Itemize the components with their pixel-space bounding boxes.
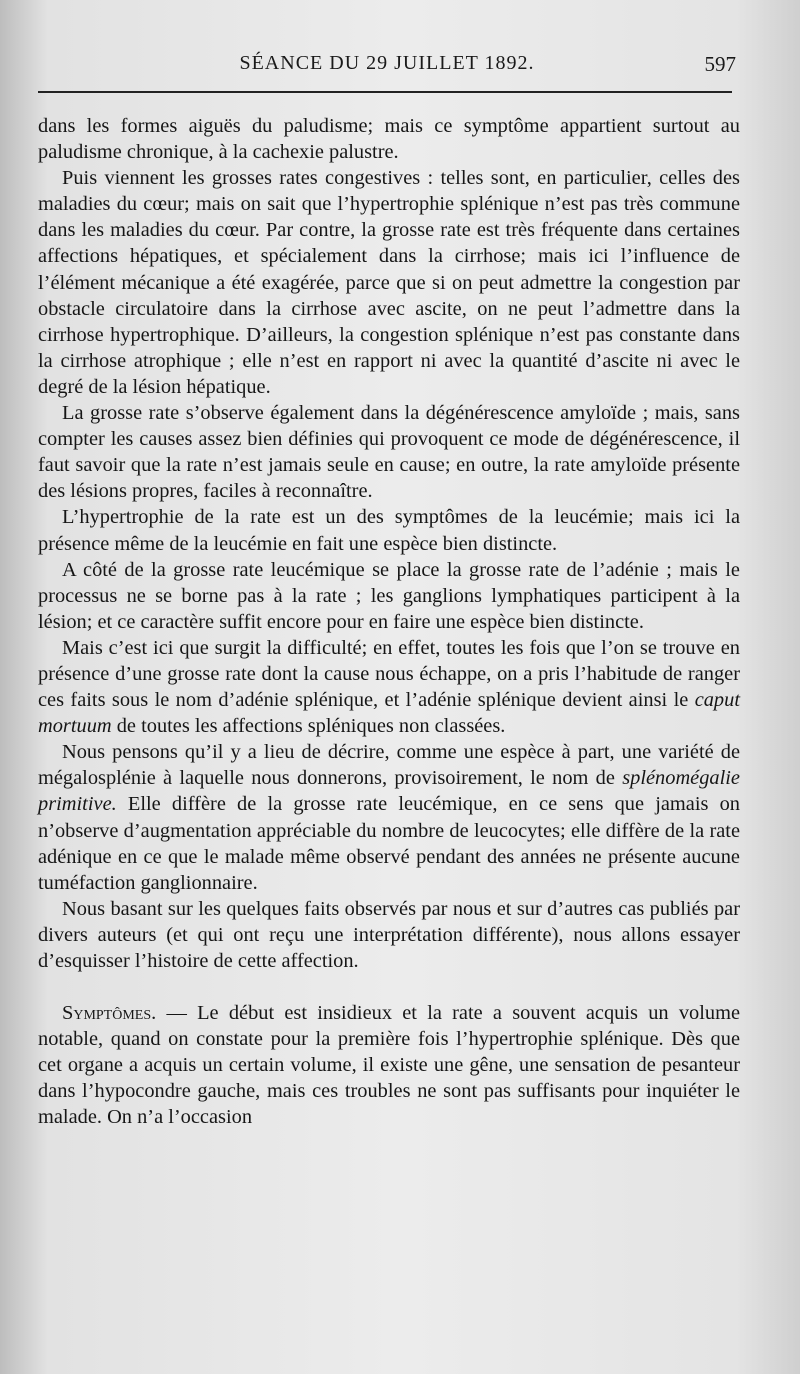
paragraph: A côté de la grosse rate leucémique se place la grosse rate de l’adénie ; mais le processus ne se borne pas à la rate ; les ganglions lymphatiques participent à la lésion; et ce caractère suffit encore pour en faire une espèce bien distincte. <box>38 558 740 633</box>
paragraph: L’hypertrophie de la rate est un des symptômes de la leucémie; mais ici la présence même de la leucémie en fait une espèce bien distincte. <box>38 506 740 555</box>
paragraph <box>38 739 740 896</box>
paragraph <box>38 635 740 739</box>
paragraph: dans les formes aiguës du paludisme; mais ce symptôme appartient surtout au paludisme chronique, à la cachexie palustre. <box>38 115 740 164</box>
paragraph-text: Nous pensons qu’il y a lieu de décrire, comme une espèce à part, une variété de mégalosplénie à laquelle nous donnerons, provisoirement, le nom de <box>38 741 740 790</box>
paragraph-text: Mais c’est ici que surgit la difficulté; en effet, toutes les fois que l’on se trouve en présence d’une grosse rate dont la cause nous échappe, on a pris l’habitude de ranger ces faits sous le nom d’adénie splénique, et l’adénie splénique devient ainsi le <box>38 636 740 712</box>
page-number: 597 <box>704 52 736 76</box>
paragraph: La grosse rate s’observe également dans la dégénérescence amyloïde ; mais, sans compter les causes assez bien définies qui provoquent ce mode de dégénérescence, il faut savoir que la rate n’est jamais seule en cause; en outre, la rate amyloïde présente des lésions propres, faciles à reconnaître. <box>38 402 740 503</box>
italic-phrase: caput mortuum <box>38 689 740 738</box>
body-text <box>38 113 740 1131</box>
paragraph-text: — Le début est insidieux et la rate a souvent acquis un volume notable, quand on constate pour la première fois l’hypertrophie splénique. Dès que cet organe a acquis un certain volume, il existe une gêne, une sensation de pesanteur dans l’hypocondre gauche, mais ces troubles ne sont pas suffisants pour inquiéter le malade. On n’a l’occasion <box>38 1002 740 1129</box>
section-heading: Symptômes. <box>62 1002 157 1025</box>
paragraph: Nous basant sur les quelques faits observés par nous et sur d’autres cas publiés par divers auteurs (et qui ont reçu une interprétation différente), nous allons essayer d’esquisser l’histoire de cette affection. <box>38 897 740 972</box>
paragraph-text: de toutes les affections spléniques non classées. <box>111 715 506 738</box>
paragraph-text: Elle diffère de la grosse rate leucémique, en ce sens que jamais on n’observe d’augmentation appréciable du nombre de leucocytes; elle diffère de la rate adénique en ce que le malade même observé pendant des années ne présente aucune tuméfaction ganglionnaire. <box>38 793 740 894</box>
section-paragraph <box>38 1000 740 1130</box>
header-rule <box>38 91 732 93</box>
running-title: SÉANCE DU 29 JUILLET 1892. <box>239 52 535 74</box>
italic-phrase: splénomégalie primitive. <box>38 767 740 816</box>
running-header <box>38 52 736 82</box>
paragraph: Puis viennent les grosses rates congestives : telles sont, en particulier, celles des maladies du cœur; mais on sait que l’hypertrophie splénique n’est pas très commune dans les maladies du cœur. Par contre, la grosse rate est très fréquente dans certaines affections hépatiques, et spécialement dans la cirrhose; mais ici l’influence de l’élément mécanique a été exagérée, parce que si on peut admettre la congestion par obstacle circulatoire dans la cirrhose avec ascite, on ne peut l’admettre dans la cirrhose hypertrophique. D’ailleurs, la congestion splénique n’est pas constante dans la cirrhose atrophique ; elle n’est en rapport ni avec la quantité d’ascite ni avec le degré de la lésion hépatique. <box>38 167 740 398</box>
